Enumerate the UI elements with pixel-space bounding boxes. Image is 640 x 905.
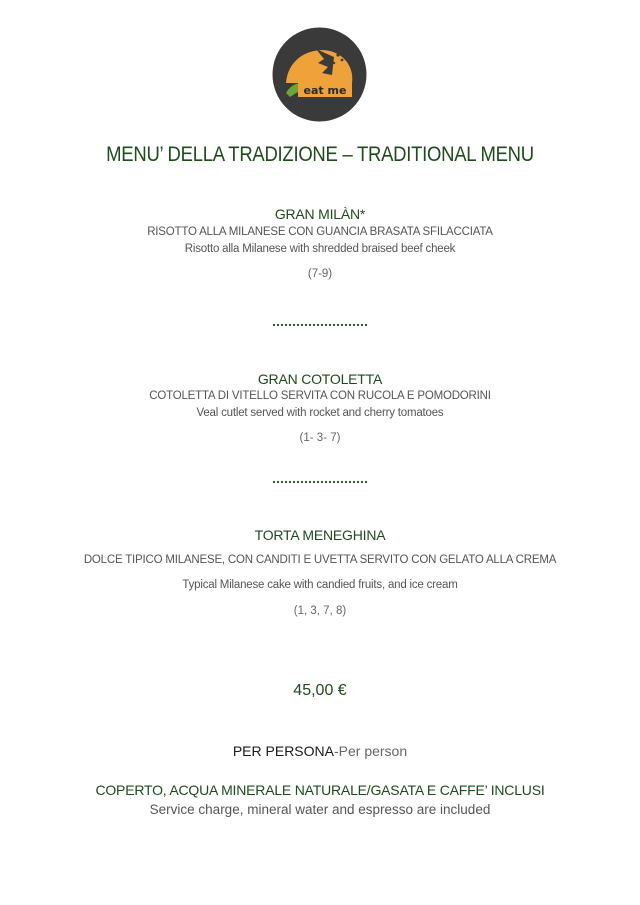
eat-me-logo [272,27,367,122]
menu-title: MENU’ DELLA TRADIZIONE – TRADITIONAL MENU [106,143,534,166]
per-person-english: -Per person [333,743,408,759]
dish-description-english: Risotto alla Milanese with shredded braised beef cheek [184,243,456,255]
per-person-label [0,743,640,759]
dish-description-italian: COTOLETTA DI VITELLO SERVITA CON RUCOLA E POMODORINI [149,390,491,402]
dish-name-gran-cotoletta: GRAN COTOLETTA [257,371,383,387]
dotted-separator [272,323,368,327]
menu-price: 45,00 € [293,682,347,699]
dotted-separator [272,480,368,484]
per-person-italian: PER PERSONA [232,743,334,759]
dish-description-english: Typical Milanese cake with candied fruits, and ice cream [182,579,458,591]
dish-description-italian: RISOTTO ALLA MILANESE CON GUANCIA BRASATA SFILACCIATA [147,226,493,238]
dish-description-english: Veal cutlet served with rocket and cherry tomatoes [196,407,444,419]
included-note-english: Service charge, mineral water and espresso are included [149,802,491,817]
dish-allergens: (1- 3- 7) [299,432,341,444]
dish-name-torta-meneghina: TORTA MENEGHINA [254,527,386,543]
dish-allergens: (7-9) [307,268,333,280]
dish-name-gran-milan: GRAN MILÀN* [274,206,366,222]
dish-allergens: (1, 3, 7, 8) [293,605,347,617]
included-note-italian: COPERTO, ACQUA MINERALE NATURALE/GASATA E CAFFE’ INCLUSI [95,782,545,798]
dish-description-italian: DOLCE TIPICO MILANESE, CON CANDITI E UVETTA SERVITO CON GELATO ALLA CREMA [83,554,557,566]
logo-text: eat me [303,84,347,97]
